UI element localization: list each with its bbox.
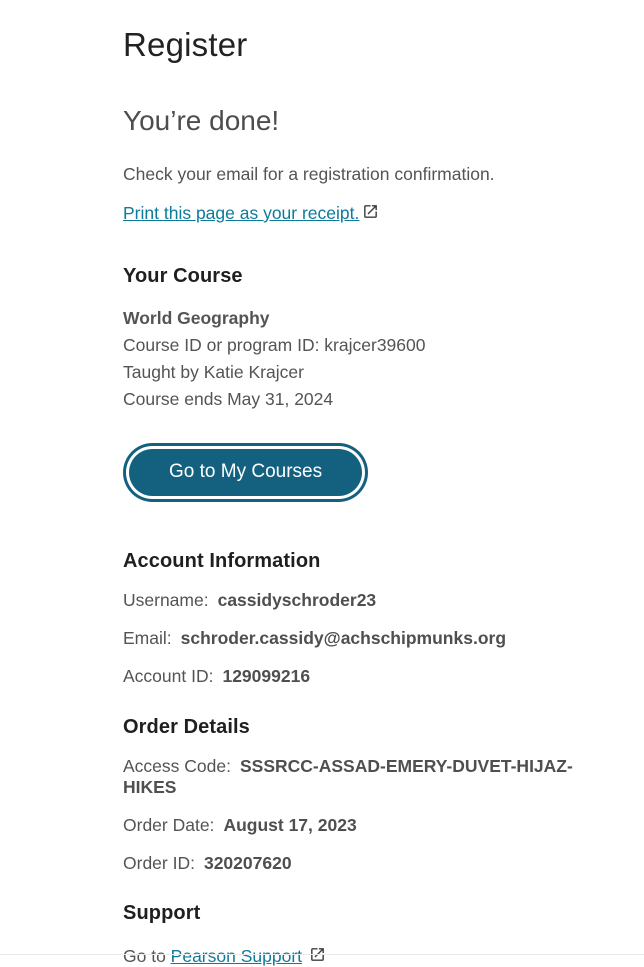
username-value: cassidyschroder23 — [217, 590, 377, 610]
username-row — [123, 590, 584, 611]
order-details-heading: Order Details — [123, 716, 250, 738]
go-to-my-courses-button[interactable]: Go to My Courses — [129, 449, 362, 496]
print-receipt-line — [123, 203, 584, 224]
external-link-icon — [362, 203, 379, 220]
course-name: World Geography — [123, 308, 270, 328]
email-row — [123, 628, 584, 649]
your-course-heading: Your Course — [123, 265, 243, 287]
account-id-label: Account ID: — [123, 666, 214, 686]
support-heading: Support — [123, 902, 201, 924]
account-id-row — [123, 666, 584, 687]
account-id-value: 129099216 — [222, 666, 311, 686]
print-receipt-link[interactable]: Print this page as your receipt. — [123, 203, 360, 223]
pearson-support-link[interactable]: Pearson Support — [170, 946, 303, 966]
order-id-value: 320207620 — [203, 853, 292, 873]
order-date-row — [123, 815, 584, 836]
support-line — [123, 946, 584, 967]
access-code-label: Access Code: — [123, 756, 231, 776]
course-details — [123, 305, 584, 413]
page-title: Register — [123, 26, 248, 63]
order-id-row — [123, 853, 584, 874]
email-label: Email: — [123, 628, 172, 648]
done-subtitle: You’re done! — [123, 105, 280, 136]
order-date-label: Order Date: — [123, 815, 215, 835]
account-information-heading: Account Information — [123, 550, 321, 572]
support-prefix: Go to — [123, 946, 171, 966]
access-code-row — [123, 756, 584, 798]
confirmation-text: Check your email for a registration confirmation. — [123, 164, 495, 184]
course-id-line: Course ID or program ID: krajcer39600 — [123, 335, 426, 355]
course-instructor-line: Taught by Katie Krajcer — [123, 362, 304, 382]
email-value: schroder.cassidy@achschipmunks.org — [180, 628, 507, 648]
order-date-value: August 17, 2023 — [223, 815, 357, 835]
order-id-label: Order ID: — [123, 853, 195, 873]
bottom-divider — [0, 954, 644, 955]
cta-container — [123, 443, 584, 502]
username-label: Username: — [123, 590, 209, 610]
access-code-value: SSSRCC-ASSAD-EMERY-DUVET-HIJAZ-HIKES — [123, 756, 573, 797]
course-end-date-line: Course ends May 31, 2024 — [123, 389, 334, 409]
